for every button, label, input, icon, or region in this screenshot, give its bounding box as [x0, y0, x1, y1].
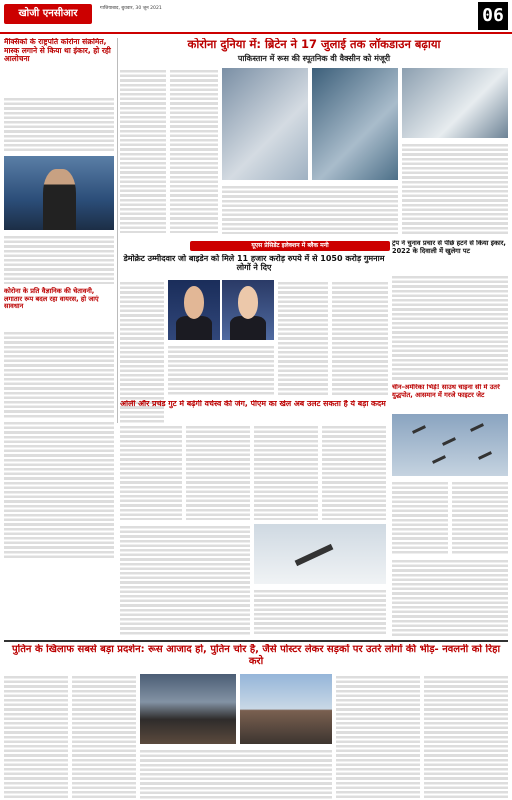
- trump-campaign-story: [392, 240, 508, 380]
- page-number: 06: [478, 2, 508, 30]
- mexico-photo: [4, 156, 114, 230]
- nepal-body-1: [120, 424, 182, 520]
- kremlin-photo: [240, 674, 332, 744]
- masthead: [0, 0, 512, 34]
- covid-photo-1: [222, 68, 308, 180]
- covid-body-1: [120, 68, 166, 233]
- jet-feature: [120, 524, 386, 636]
- putin-body-4: [336, 674, 420, 800]
- mexico-body-3: [4, 330, 114, 418]
- putin-story: [4, 644, 508, 800]
- putin-body-2: [72, 674, 136, 800]
- putin-body-3: [140, 748, 332, 800]
- trump-photo: [168, 280, 220, 340]
- covid-body-4: [402, 142, 508, 234]
- mexico-headline: मैक्सिको के राष्ट्रपति कोरोना संक्रमित, मास्क लगाने से किया था इंकार, हो रही आलोचना: [4, 38, 111, 64]
- trump-side-headline: ट्रंप ने चुनाव प्रचार से पीछे हटने से किया इंकार, 2022 के दिवाली में खुलेगा पट: [392, 240, 506, 255]
- nepal-body-4: [322, 424, 386, 520]
- covid-headline: कोरोना दुनिया में: ब्रिटेन ने 17 जुलाई तक लॉकडाउन बढ़ाया: [187, 38, 441, 51]
- china-body-2: [452, 480, 508, 554]
- covid-body-3: [222, 184, 398, 234]
- dateline: गाजियाबाद, बुधवार, 30 जून 2021: [100, 6, 162, 11]
- covid-body-2: [170, 68, 218, 233]
- china-story: [392, 384, 508, 554]
- election-body-3: [278, 280, 328, 396]
- mexico-story: [4, 38, 114, 418]
- china-body-1: [392, 480, 448, 554]
- nepal-headline: ओली और प्रचंड गुट में बढ़ेगी वर्चस्व की जंग, पीएम का खेल अब उलट सकता है ये बड़ा कदम: [120, 400, 386, 408]
- mexico-body: [4, 96, 114, 152]
- protest-rally-photo: [140, 674, 236, 744]
- biden-photo: [222, 280, 274, 340]
- putin-headline: पुतिन के खिलाफ सबसे बड़ा प्रदर्शन: रूस आजाद हो, पुतिन चोर है, जैसे पोस्टर लेकर सड़कों पर उतरे लोगों की भीड़- नवलनी को रिहा करो: [11, 644, 501, 667]
- putin-body-5: [424, 674, 508, 800]
- right-lower-body: [392, 558, 508, 636]
- brand-logo: खोजी एनसीआर: [4, 4, 92, 24]
- section-tab: यूएस प्रेसिडेंट इलेक्शन में ब्लैक मनी: [190, 241, 390, 251]
- covid-subhead: पाकिस्तान में रूस की स्पूतनिक वी वैक्सीन को मंजूरी: [237, 54, 391, 64]
- nepal-body-3: [254, 424, 318, 520]
- election-body-2: [168, 344, 274, 396]
- covid-photo-3: [402, 68, 508, 138]
- fighter-jets-photo: [392, 414, 508, 476]
- jet-body-1: [120, 524, 250, 636]
- covid-photo-2: [312, 68, 398, 180]
- nepal-story: [120, 400, 386, 520]
- election-body-4: [332, 280, 388, 396]
- trump-side-body: [392, 274, 508, 380]
- covid-story: [120, 38, 508, 238]
- election-headline: डेमोक्रेट उम्मीदवार जो बाइडेन को मिले 11 हजार करोड़ रुपये में से 1050 करोड़ गुमनाम लोगों ने दिए: [123, 254, 385, 273]
- jet-photo: [254, 524, 386, 584]
- divider: [117, 38, 118, 423]
- jet-body-2: [254, 588, 386, 636]
- mexico-subhead: कोरोना के प्रति वैज्ञानिक की चेतावनी, लगातार रूप बदल रहा वायरस, हो जाएं सावधान: [4, 287, 99, 311]
- china-headline: चीन-अमेरिका भिड़े! साउथ चाइना सी में उतरे युद्धपोत, आसमान में गरजे फाइटर जेट: [392, 384, 500, 399]
- divider: [4, 640, 508, 642]
- nepal-body-2: [186, 424, 250, 520]
- left-lower-body: [4, 420, 114, 560]
- mexico-body-2: [4, 234, 114, 284]
- putin-body-1: [4, 674, 68, 800]
- left-lower-story: [4, 420, 114, 560]
